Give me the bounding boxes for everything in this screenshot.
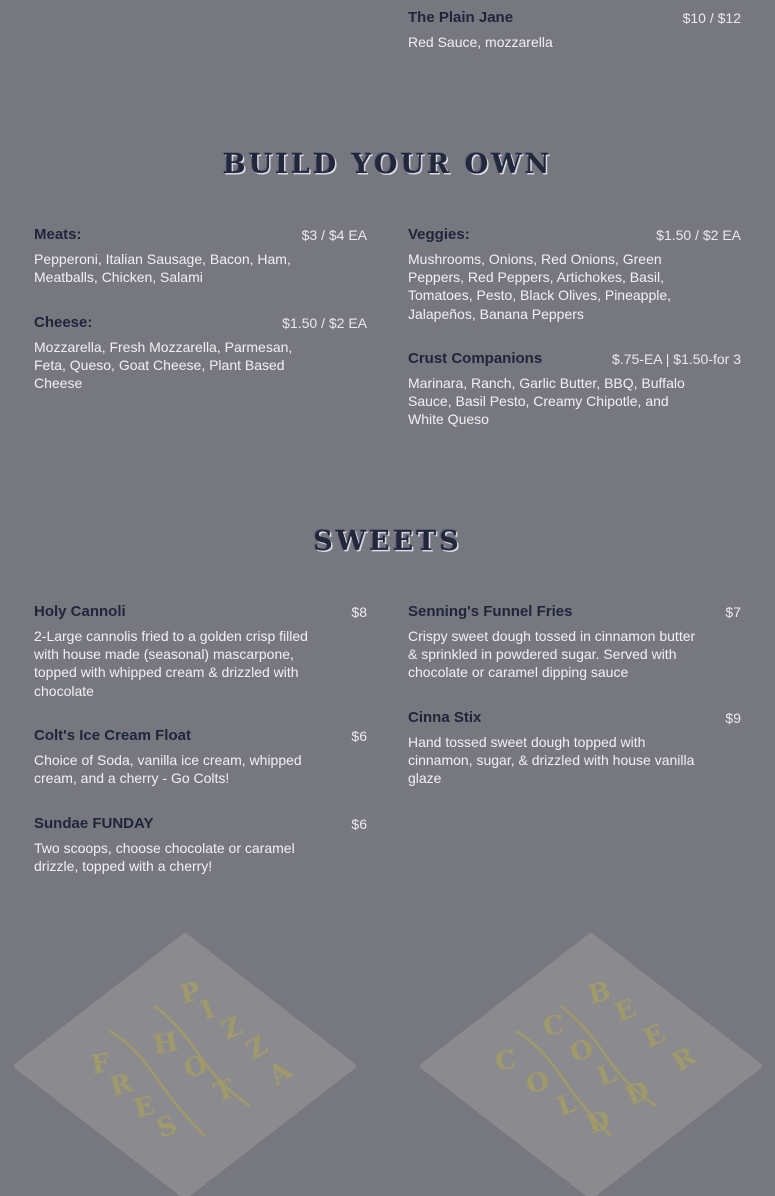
beer-logo-letter: O xyxy=(523,1065,553,1101)
item-description: Crispy sweet dough tossed in cinnamon butter & sprinkled in powdered sugar. Served with chocolate or caramel dipping sauce xyxy=(408,628,696,681)
item-description: Hand tossed sweet dough topped with cinnamon, sugar, & drizzled with house vanilla glaze xyxy=(408,734,695,787)
menu-item-holy-cannoli xyxy=(34,603,367,700)
item-name: Colt's Ice Cream Float xyxy=(34,727,191,744)
item-description: Marinara, Ranch, Garlic Butter, BBQ, Buffalo Sauce, Basil Pesto, Creamy Chipotle, and White Queso xyxy=(408,375,685,428)
beer-logo-letter: R xyxy=(667,1041,702,1079)
item-name: Holy Cannoli xyxy=(34,603,126,620)
item-name: Crust Companions xyxy=(408,350,543,367)
beer-logo-letter: C xyxy=(493,1044,519,1078)
pizza-logo-letter: O xyxy=(181,1049,211,1085)
item-price: $.75-EA | $1.50-for 3 xyxy=(612,351,741,367)
item-name: Senning's Funnel Fries xyxy=(408,603,573,620)
item-description: Red Sauce, mozzarella xyxy=(408,34,553,50)
beer-logo-letter: E xyxy=(639,1018,670,1055)
menu-item-cheese xyxy=(34,314,367,393)
item-description: Two scoops, choose chocolate or caramel drizzle, topped with a cherry! xyxy=(34,840,295,875)
pizza-logo-letter: R xyxy=(107,1068,136,1103)
beer-logo-letter: L xyxy=(593,1058,621,1093)
pizza-logo-letter: Z xyxy=(241,1030,273,1067)
menu-item-cinna-stix xyxy=(408,709,741,788)
beer-logo-letter: D xyxy=(583,1104,615,1141)
pizza-logo-letter: T xyxy=(210,1073,239,1109)
pizza-logo-letter: Z xyxy=(217,1011,248,1047)
pizza-logo-letter: E xyxy=(131,1090,158,1125)
pizza-logo-letter: S xyxy=(153,1109,182,1145)
beer-logo-letter: C xyxy=(541,1009,567,1043)
pizza-hot-fresh-logo xyxy=(15,936,355,1196)
pizza-logo-letter: I xyxy=(197,994,219,1027)
item-name: Meats: xyxy=(34,226,82,243)
beer-logo-letter: B xyxy=(585,976,615,1011)
beer-logo-letter: L xyxy=(553,1088,581,1123)
item-description: Choice of Soda, vanilla ice cream, whipped cream, and a cherry - Go Colts! xyxy=(34,752,302,787)
menu-item-sundae-funday xyxy=(34,815,367,875)
beer-cold-cold-logo xyxy=(421,936,761,1196)
item-price: $1.50 / $2 EA xyxy=(282,315,367,331)
menu-item-colts-float xyxy=(34,727,367,787)
item-price: $10 / $12 xyxy=(682,10,741,26)
menu-item-crust-companions xyxy=(408,350,741,429)
beer-logo-letter: O xyxy=(567,1033,597,1069)
pizza-logo-letter: P xyxy=(177,976,204,1011)
menu-item-veggies xyxy=(408,226,741,323)
section-title-build-your-own: BUILD YOUR OWN xyxy=(222,149,553,180)
pizza-logo-letter: H xyxy=(151,1027,181,1061)
pizza-logo-letter: F xyxy=(89,1048,113,1081)
menu-item-meats xyxy=(34,226,367,286)
beer-logo-letter: E xyxy=(611,993,641,1029)
item-price: $6 xyxy=(351,728,367,744)
item-price: $7 xyxy=(725,604,741,620)
item-price: $6 xyxy=(351,816,367,832)
menu-item-plain-jane xyxy=(408,9,741,51)
item-price: $8 xyxy=(351,604,367,620)
item-description: Mushrooms, Onions, Red Onions, Green Peppers, Red Peppers, Artichokes, Basil, Tomatoes, Pesto, Black Olives, Pineapple, Jalapeños, Banana Peppers xyxy=(408,251,672,322)
beer-logo-letter: D xyxy=(621,1075,655,1113)
section-title-sweets: SWEETS xyxy=(313,526,462,557)
item-name: Veggies: xyxy=(408,226,470,243)
pizza-logo-letter: A xyxy=(263,1055,298,1092)
item-description: 2-Large cannolis fried to a golden crisp filled with house made (seasonal) mascarpone, topped with whipped cream & drizzled with chocolate xyxy=(34,628,308,699)
item-price: $9 xyxy=(725,710,741,726)
item-description: Mozzarella, Fresh Mozzarella, Parmesan, Feta, Queso, Goat Cheese, Plant Based Cheese xyxy=(34,339,293,392)
item-description: Pepperoni, Italian Sausage, Bacon, Ham, Meatballs, Chicken, Salami xyxy=(34,251,291,286)
menu-item-funnel-fries xyxy=(408,603,741,682)
item-name: Sundae FUNDAY xyxy=(34,815,154,832)
item-price: $1.50 / $2 EA xyxy=(656,227,741,243)
item-price: $3 / $4 EA xyxy=(301,227,367,243)
item-name: Cheese: xyxy=(34,314,93,331)
item-name: The Plain Jane xyxy=(408,9,514,26)
item-name: Cinna Stix xyxy=(408,709,482,726)
